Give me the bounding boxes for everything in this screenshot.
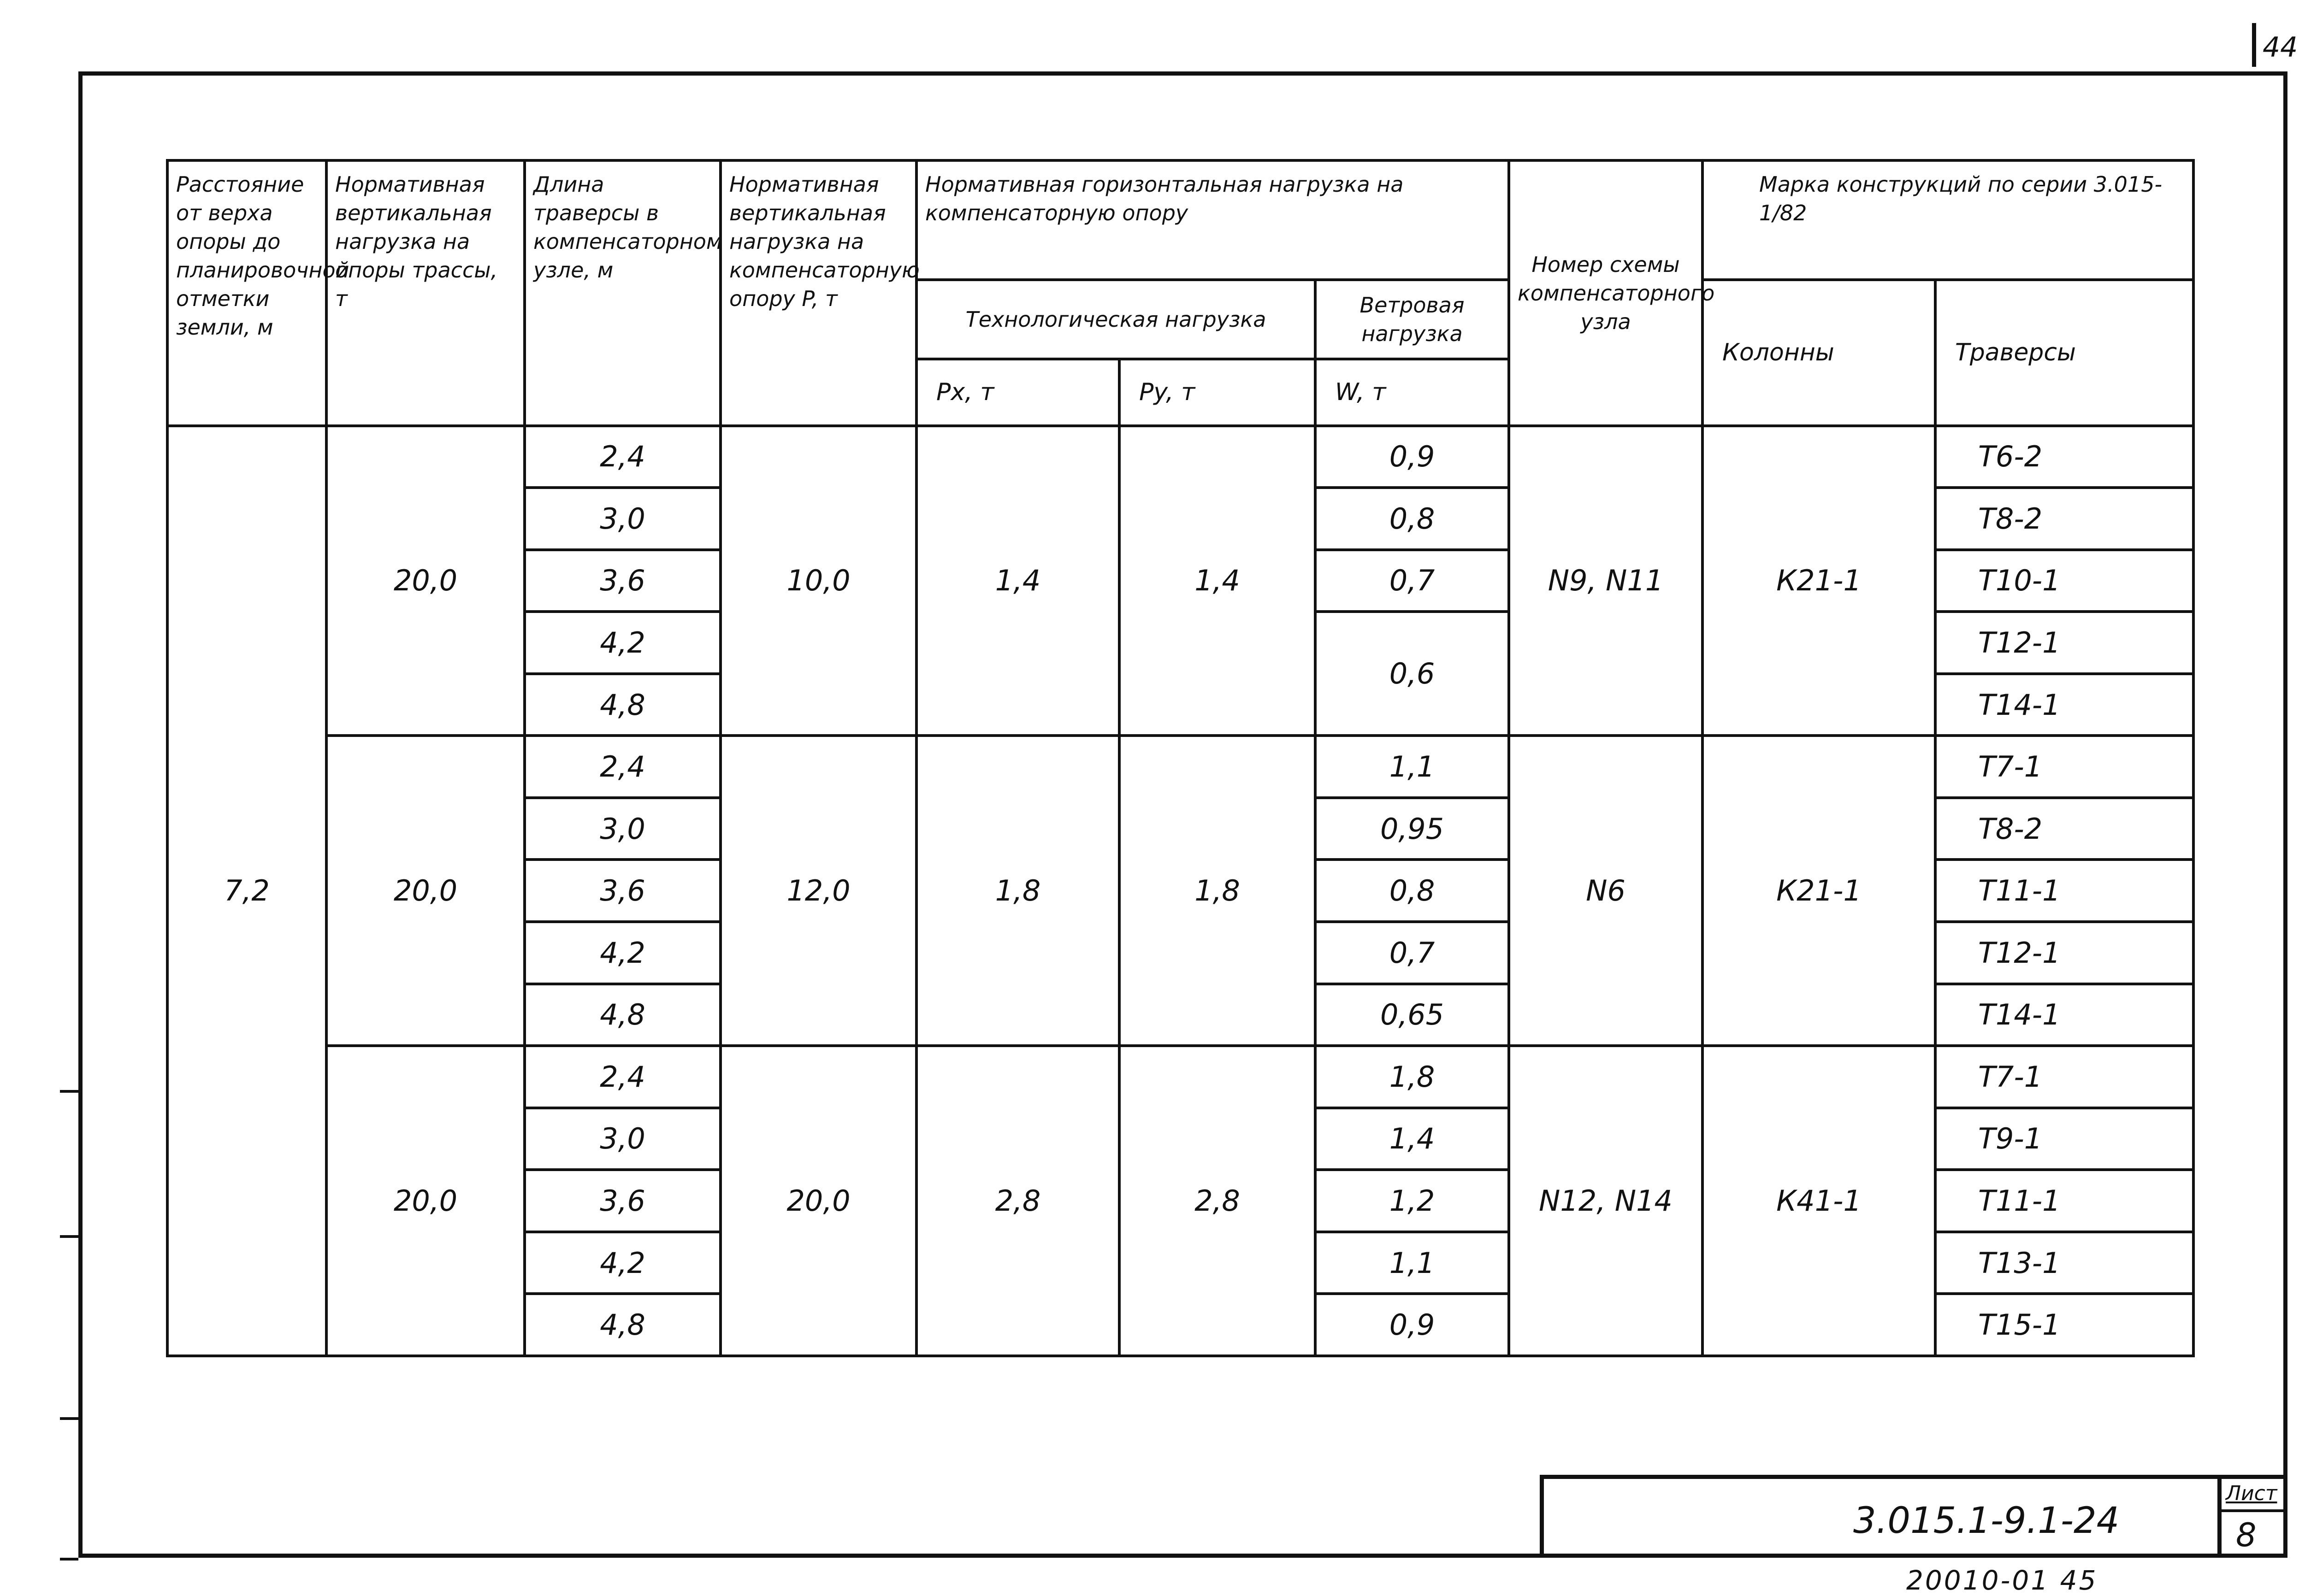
header-px: Px, т bbox=[916, 359, 1119, 426]
cell-traverse-length: 4,2 bbox=[525, 1232, 721, 1294]
cell-traverse-brand: Т15-1 bbox=[1935, 1294, 2193, 1356]
cell-wind: 0,6 bbox=[1315, 612, 1509, 736]
header-technological-load: Технологическая нагрузка bbox=[916, 280, 1315, 359]
cell-traverse-length: 4,2 bbox=[525, 612, 721, 674]
cell-traverse-brand: Т9-1 bbox=[1935, 1108, 2193, 1170]
margin-tick bbox=[60, 1235, 78, 1238]
cell-traverse-length: 3,6 bbox=[525, 860, 721, 922]
header-construction-brand: Марка конструкций по серии 3.015-1/82 bbox=[1702, 160, 2193, 280]
cell-traverse-brand: Т8-2 bbox=[1935, 488, 2193, 550]
cell-wind: 0,9 bbox=[1315, 1294, 1509, 1356]
header-horizontal-load: Нормативная горизонтальная нагрузка на компенсаторную опору bbox=[916, 160, 1509, 280]
cell-wind: 0,7 bbox=[1315, 550, 1509, 612]
cell-wind: 1,2 bbox=[1315, 1170, 1509, 1232]
cell-traverse-brand: Т12-1 bbox=[1935, 922, 2193, 984]
header-traverse-length: Длина траверсы в компенсаторном узле, м bbox=[525, 160, 721, 426]
header-traverses: Траверсы bbox=[1935, 280, 2193, 426]
header-w: W, т bbox=[1315, 359, 1509, 426]
document-code: 3.015.1-9.1-24 bbox=[1853, 1500, 2120, 1542]
cell-vertical-route-load: 20,0 bbox=[326, 426, 525, 736]
margin-tick bbox=[60, 1090, 78, 1093]
cell-column-brand: К41-1 bbox=[1702, 1046, 1935, 1356]
sheet-divider bbox=[2217, 1509, 2287, 1512]
cell-wind: 1,1 bbox=[1315, 1232, 1509, 1294]
cell-traverse-length: 3,0 bbox=[525, 488, 721, 550]
cell-traverse-length: 3,6 bbox=[525, 1170, 721, 1232]
header-scheme-number: Номер схемы компенсаторного узла bbox=[1509, 160, 1702, 426]
cell-traverse-length: 2,4 bbox=[525, 426, 721, 488]
cell-traverse-length: 4,8 bbox=[525, 674, 721, 736]
cell-traverse-brand: Т11-1 bbox=[1935, 860, 2193, 922]
cell-vertical-route-load: 20,0 bbox=[326, 736, 525, 1046]
cell-py: 1,4 bbox=[1119, 426, 1315, 736]
page-number: 44 bbox=[2263, 31, 2298, 64]
cell-traverse-length: 3,6 bbox=[525, 550, 721, 612]
cell-px: 1,8 bbox=[916, 736, 1119, 1046]
cell-traverse-brand: Т12-1 bbox=[1935, 612, 2193, 674]
cell-wind: 0,65 bbox=[1315, 984, 1509, 1046]
cell-traverse-brand: Т13-1 bbox=[1935, 1232, 2193, 1294]
archive-number: 20010-01 45 bbox=[1906, 1565, 2098, 1596]
cell-wind: 0,9 bbox=[1315, 426, 1509, 488]
cell-traverse-length: 4,2 bbox=[525, 922, 721, 984]
cell-traverse-length: 3,0 bbox=[525, 798, 721, 860]
cell-traverse-brand: Т11-1 bbox=[1935, 1170, 2193, 1232]
cell-px: 2,8 bbox=[916, 1046, 1119, 1356]
cell-wind: 1,8 bbox=[1315, 1046, 1509, 1108]
cell-vertical-comp-load: 20,0 bbox=[721, 1046, 916, 1356]
cell-traverse-length: 3,0 bbox=[525, 1108, 721, 1170]
cell-traverse-length: 2,4 bbox=[525, 1046, 721, 1108]
cell-vertical-comp-load: 12,0 bbox=[721, 736, 916, 1046]
cell-distance: 7,2 bbox=[167, 426, 326, 1356]
cell-traverse-brand: Т10-1 bbox=[1935, 550, 2193, 612]
cell-wind: 1,1 bbox=[1315, 736, 1509, 798]
cell-py: 2,8 bbox=[1119, 1046, 1315, 1356]
cell-scheme-number: N9, N11 bbox=[1509, 426, 1702, 736]
header-vertical-comp-load: Нормативная вертикальная нагрузка на компенсаторную опору P, т bbox=[721, 160, 916, 426]
cell-traverse-length: 2,4 bbox=[525, 736, 721, 798]
header-columns: Колонны bbox=[1702, 280, 1935, 426]
load-spec-table bbox=[166, 159, 2195, 1357]
cell-wind: 0,8 bbox=[1315, 488, 1509, 550]
cell-vertical-route-load: 20,0 bbox=[326, 1046, 525, 1356]
cell-traverse-brand: Т7-1 bbox=[1935, 736, 2193, 798]
cell-scheme-number: N12, N14 bbox=[1509, 1046, 1702, 1356]
cell-wind: 0,95 bbox=[1315, 798, 1509, 860]
cell-wind: 0,8 bbox=[1315, 860, 1509, 922]
cell-py: 1,8 bbox=[1119, 736, 1315, 1046]
cell-column-brand: К21-1 bbox=[1702, 736, 1935, 1046]
cell-column-brand: К21-1 bbox=[1702, 426, 1935, 736]
header-wind-load: Ветровая нагрузка bbox=[1315, 280, 1509, 359]
cell-traverse-brand: Т8-2 bbox=[1935, 798, 2193, 860]
header-distance: Расстояние от верха опоры до планировочной отметки земли, м bbox=[167, 160, 326, 426]
cell-traverse-brand: Т6-2 bbox=[1935, 426, 2193, 488]
sheet-label: Лист bbox=[2226, 1482, 2277, 1505]
cell-wind: 1,4 bbox=[1315, 1108, 1509, 1170]
cell-traverse-brand: Т7-1 bbox=[1935, 1046, 2193, 1108]
sheet-number: 8 bbox=[2236, 1516, 2257, 1554]
margin-tick bbox=[60, 1558, 78, 1561]
cell-wind: 0,7 bbox=[1315, 922, 1509, 984]
cell-px: 1,4 bbox=[916, 426, 1119, 736]
header-vertical-route-load: Нормативная вертикальная нагрузка на опоры трассы, т bbox=[326, 160, 525, 426]
cell-vertical-comp-load: 10,0 bbox=[721, 426, 916, 736]
cell-traverse-length: 4,8 bbox=[525, 1294, 721, 1356]
cell-scheme-number: N6 bbox=[1509, 736, 1702, 1046]
frame-top-tick bbox=[2252, 23, 2256, 67]
cell-traverse-brand: Т14-1 bbox=[1935, 674, 2193, 736]
cell-traverse-brand: Т14-1 bbox=[1935, 984, 2193, 1046]
cell-traverse-length: 4,8 bbox=[525, 984, 721, 1046]
header-py: Py, т bbox=[1119, 359, 1315, 426]
margin-tick bbox=[60, 1417, 78, 1420]
